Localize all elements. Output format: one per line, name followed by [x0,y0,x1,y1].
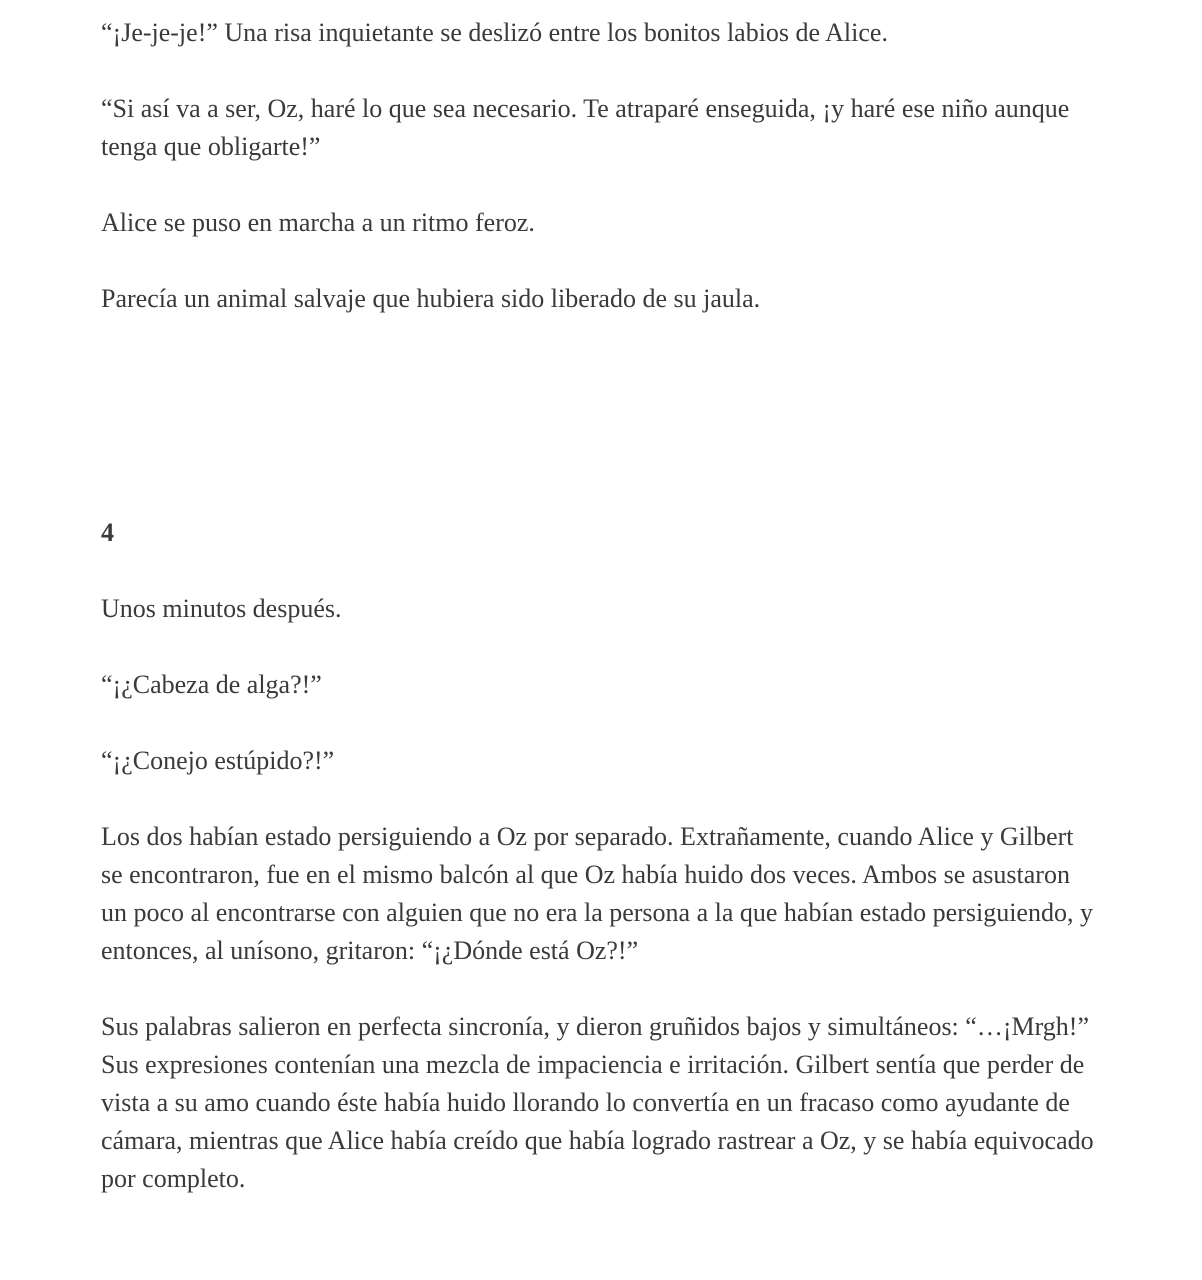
document-body [101,14,1101,1236]
paragraph: “Si así va a ser, Oz, haré lo que sea necesario. Te atraparé enseguida, ¡y haré ese niño aunque tenga que obligarte!” [101,94,1070,161]
section-number: 4 [101,518,114,547]
paragraph: Alice se puso en marcha a un ritmo feroz. [101,208,535,237]
paragraph: Sus palabras salieron en perfecta sincronía, y dieron gruñidos bajos y simultáneos: “…¡Mrgh!” Sus expresiones contenían una mezcla de impaciencia e irritación. Gilbert sentía que perder de vista a su amo cuando éste había huido llorando lo convertía en un fracaso como ayudante de cámara, mientras que Alice había creído que había logrado rastrear a Oz, y se había equivocado por completo. [101,1012,1094,1193]
paragraph: “¡¿Cabeza de alga?!” [101,670,322,699]
paragraph: Parecía un animal salvaje que hubiera sido liberado de su jaula. [101,284,761,313]
paragraph: Unos minutos después. [101,594,342,623]
section-break [101,356,1101,514]
paragraph: Los dos habían estado persiguiendo a Oz por separado. Extrañamente, cuando Alice y Gilbert se encontraron, fue en el mismo balcón al que Oz había huido dos veces. Ambos se asustaron un poco al encontrarse con alguien que no era la persona a la que habían estado persiguiendo, y entonces, al unísono, gritaron: “¡¿Dónde está Oz?!” [101,822,1093,965]
paragraph: “¡Je-je-je!” Una risa inquietante se deslizó entre los bonitos labios de Alice. [101,18,888,47]
paragraph: “¡¿Conejo estúpido?!” [101,746,335,775]
